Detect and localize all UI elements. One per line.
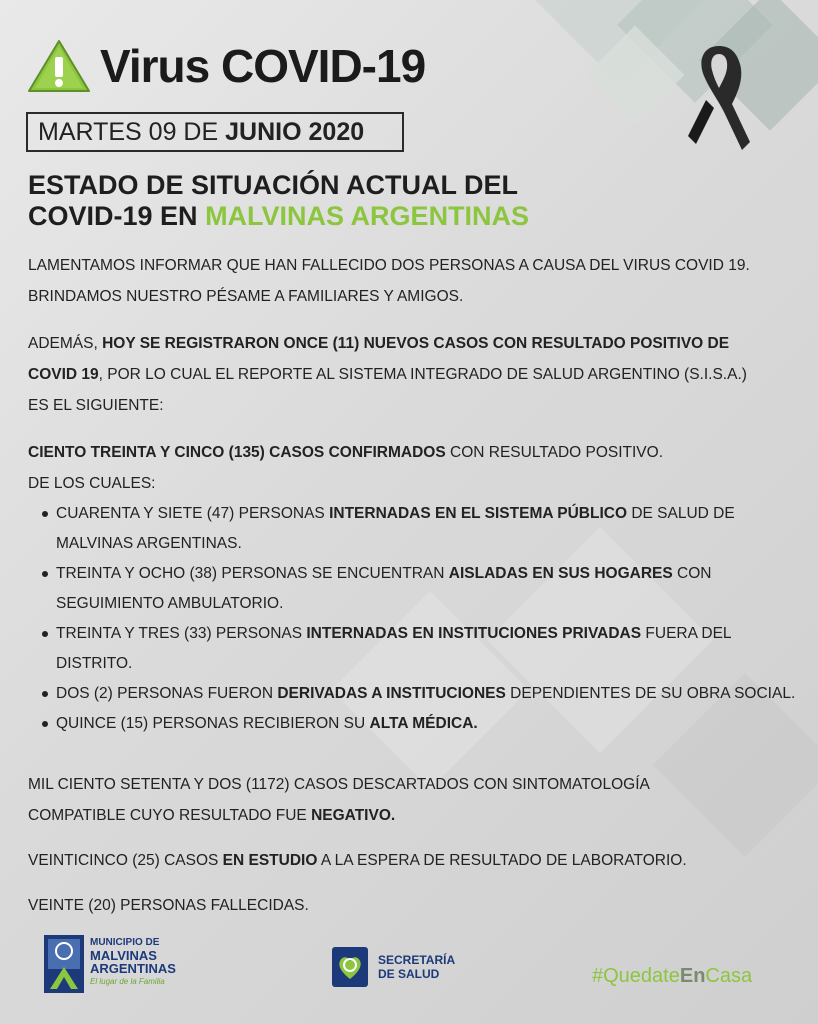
text-segment: CUARENTA Y SIETE (47) PERSONAS (56, 505, 325, 522)
text-bold-segment: COVID 19 (28, 366, 99, 383)
text-bold-segment: EN ESTUDIO (222, 852, 318, 869)
text-segment: TREINTA Y TRES (33) PERSONAS (56, 625, 303, 642)
paragraph-in-study (28, 845, 798, 876)
text-bold-segment: DERIVADAS A INSTITUCIONES (277, 685, 506, 702)
page-title: Virus COVID-19 (100, 40, 426, 92)
bullet-icon (42, 571, 48, 577)
hashtag-bold: En (679, 965, 706, 987)
municipality-logo (42, 929, 176, 995)
date-box (26, 112, 404, 152)
secretariat-line1: SECRETARÍA (378, 953, 456, 967)
paragraph-confirmed (28, 437, 798, 468)
bullet-icon (42, 691, 48, 697)
paragraph-new-cases-3: ES EL SIGUIENTE: (28, 397, 164, 414)
text-segment: ADEMÁS, (28, 335, 98, 352)
paragraph-of-which: DE LOS CUALES: (28, 475, 156, 492)
paragraph-new-cases-2 (28, 359, 798, 390)
headline-line1: ESTADO DE SITUACIÓN ACTUAL DEL (28, 170, 519, 200)
text-bold-segment: AISLADAS EN SUS HOGARES (448, 565, 673, 582)
text-segment: COMPATIBLE CUYO RESULTADO FUE (28, 807, 307, 824)
bullet-icon (42, 631, 48, 637)
municipality-tagline: El lugar de la Familia (90, 977, 165, 986)
text-segment: TREINTA Y OCHO (38) PERSONAS SE ENCUENTRAN (56, 565, 445, 582)
text-bold-segment: CIENTO TREINTA Y CINCO (135) CASOS CONFIRMADOS (28, 444, 446, 461)
bullet-icon (42, 511, 48, 517)
list-item (28, 559, 798, 619)
list-item (28, 499, 798, 559)
text-bold-segment: HOY SE REGISTRARON ONCE (11) NUEVOS CASOS CON RESULTADO POSITIVO DE (102, 335, 730, 352)
headline-line2 (28, 201, 529, 232)
text-segment: DEPENDIENTES DE SU OBRA SOCIAL. (510, 685, 796, 702)
date-prefix: MARTES 09 DE (38, 117, 219, 146)
headline-highlight: MALVINAS ARGENTINAS (205, 201, 530, 231)
text-segment: CON (677, 565, 712, 582)
date-bold: JUNIO 2020 (225, 117, 365, 146)
mourning-ribbon-icon (684, 38, 754, 158)
text-segment: MALVINAS ARGENTINAS. (56, 535, 242, 552)
list-item (28, 619, 798, 679)
text-segment: , POR LO CUAL EL REPORTE AL SISTEMA INTEGRADO DE SALUD ARGENTINO (S.I.S.A.) (98, 366, 747, 383)
text-segment: DE SALUD DE (631, 505, 735, 522)
text-segment: DOS (2) PERSONAS FUERON (56, 685, 274, 702)
text-segment: SEGUIMIENTO AMBULATORIO. (56, 595, 284, 612)
text-segment: VEINTICINCO (25) CASOS (28, 852, 219, 869)
headline (28, 170, 529, 232)
municipality-line3: ARGENTINAS (90, 961, 176, 976)
text-bold-segment: INTERNADAS EN EL SISTEMA PÚBLICO (329, 505, 628, 522)
municipality-line1: MUNICIPIO DE (90, 937, 160, 948)
footer (0, 925, 818, 1015)
text-bold-segment: INTERNADAS EN INSTITUCIONES PRIVADAS (306, 625, 642, 642)
paragraph-discarded-2 (28, 800, 798, 831)
report-body (28, 250, 798, 921)
municipality-line2: MALVINAS (90, 948, 157, 963)
hashtag-part: #Quedate (592, 965, 680, 987)
hashtag (592, 965, 752, 988)
health-secretariat-logo (330, 945, 455, 989)
paragraph-condolence-2: BRINDAMOS NUESTRO PÉSAME A FAMILIARES Y AMIGOS. (28, 288, 464, 305)
bullet-icon (42, 721, 48, 727)
paragraph-discarded: MIL CIENTO SETENTA Y DOS (1172) CASOS DESCARTADOS CON SINTOMATOLOGÍA (28, 776, 650, 793)
heart-health-icon (330, 945, 370, 989)
secretariat-line2: DE SALUD (378, 967, 440, 981)
list-item (28, 679, 798, 709)
text-segment: A LA ESPERA DE RESULTADO DE LABORATORIO. (320, 852, 687, 869)
municipality-shield-icon (42, 929, 86, 995)
list-item (28, 709, 798, 739)
text-segment: FUERA DEL DISTRITO. (56, 625, 731, 672)
title-header (26, 38, 425, 94)
warning-icon (26, 38, 92, 94)
text-segment: QUINCE (15) PERSONAS RECIBIERON SU (56, 715, 366, 732)
paragraph-new-cases (28, 328, 798, 359)
text-bold-segment: NEGATIVO. (311, 807, 396, 824)
text-segment: CON RESULTADO POSITIVO. (450, 444, 664, 461)
text-bold-segment: ALTA MÉDICA. (369, 715, 478, 732)
hashtag-part: Casa (705, 965, 753, 987)
paragraph-deceased: VEINTE (20) PERSONAS FALLECIDAS. (28, 897, 309, 914)
paragraph-condolence-1: LAMENTAMOS INFORMAR QUE HAN FALLECIDO DOS PERSONAS A CAUSA DEL VIRUS COVID 19. (28, 257, 750, 274)
headline-prefix: COVID-19 EN (28, 201, 198, 231)
